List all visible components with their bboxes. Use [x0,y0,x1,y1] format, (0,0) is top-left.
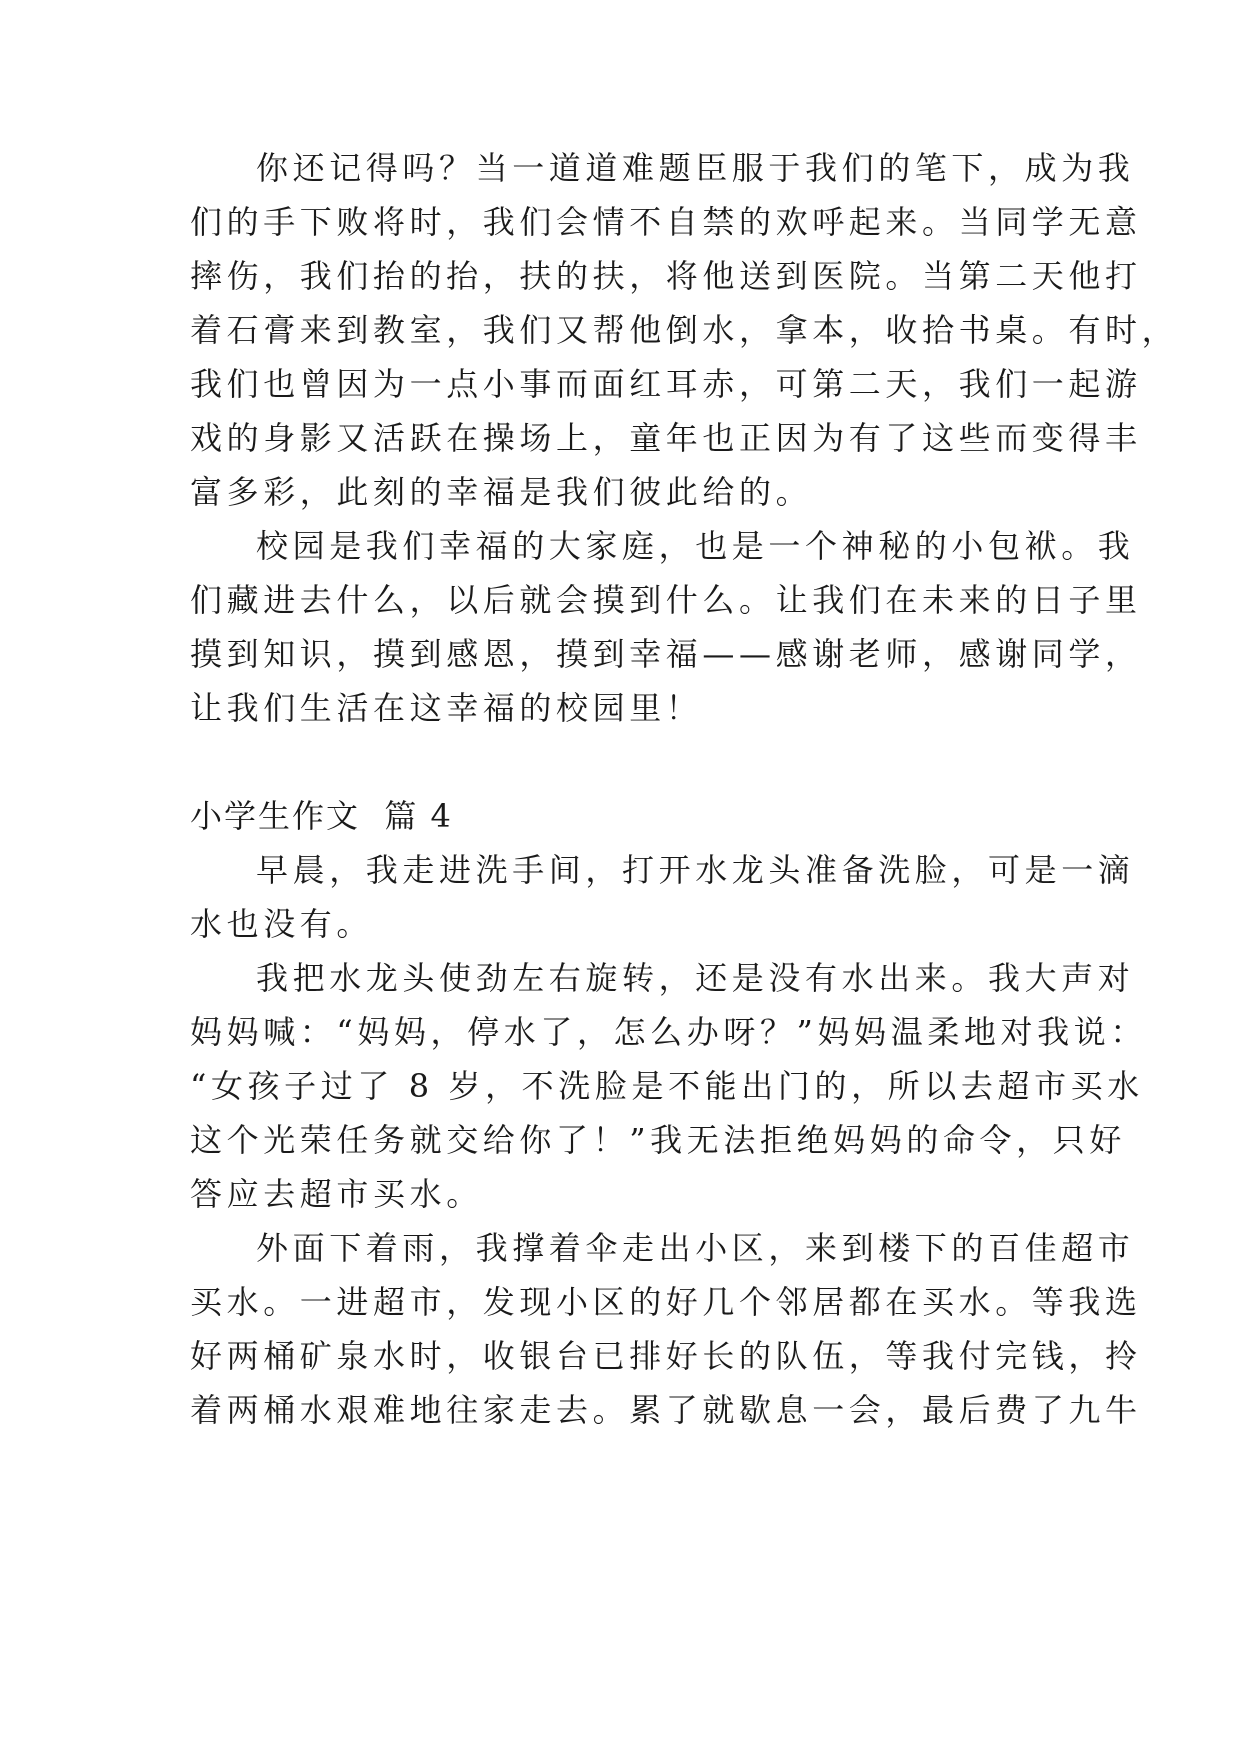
paragraph-1-line-4: 着石膏来到教室，我们又帮他倒水，拿本，收拾书桌。有时， [190,311,1179,349]
paragraph-1-line-6: 戏的身影又活跃在操场上，童年也正因为有了这些而变得丰 [190,419,1142,457]
section-paragraph-3-line-2: 买水。一进超市，发现小区的好几个邻居都在买水。等我选 [190,1283,1142,1321]
section-paragraph-3-line-3: 好两桶矿泉水时，收银台已排好长的队伍，等我付完钱，拎 [190,1337,1142,1375]
section-paragraph-2-line-3: “女孩子过了 8 岁，不洗脸是不能出门的，所以去超市买水 [190,1067,1144,1105]
paragraph-1-line-2: 们的手下败将时，我们会情不自禁的欢呼起来。当同学无意 [190,203,1142,241]
section-paragraph-2-line-1: 我把水龙头使劲左右旋转，还是没有水出来。我大声对 [256,959,1135,997]
section-paragraph-1-line-1: 早晨，我走进洗手间，打开水龙头准备洗脸，可是一滴 [256,851,1135,889]
paragraph-2-line-1: 校园是我们幸福的大家庭，也是一个神秘的小包袱。我 [256,527,1135,565]
section-paragraph-3-line-1: 外面下着雨，我撑着伞走出小区，来到楼下的百佳超市 [256,1229,1135,1267]
paragraph-1-line-1: 你还记得吗？当一道道难题臣服于我们的笔下，成为我 [256,149,1135,187]
section-paragraph-2-line-2: 妈妈喊：“妈妈，停水了，怎么办呀？”妈妈温柔地对我说： [190,1013,1147,1051]
paragraph-1-line-3: 摔伤，我们抬的抬，扶的扶，将他送到医院。当第二天他打 [190,257,1142,295]
section-paragraph-3-line-4: 着两桶水艰难地往家走去。累了就歇息一会，最后费了九牛 [190,1391,1142,1429]
section-paragraph-1-line-2: 水也没有。 [190,905,374,943]
paragraph-1-line-5: 我们也曾因为一点小事而面红耳赤，可第二天，我们一起游 [190,365,1142,403]
paragraph-2-line-4: 让我们生活在这幸福的校园里！ [190,689,703,727]
paragraph-1-line-7: 富多彩，此刻的幸福是我们彼此给的。 [190,473,813,511]
paragraph-2-line-2: 们藏进去什么，以后就会摸到什么。让我们在未来的日子里 [190,581,1142,619]
paragraph-2-line-3: 摸到知识，摸到感恩，摸到幸福——感谢老师，感谢同学， [190,635,1142,673]
section-paragraph-2-line-5: 答应去超市买水。 [190,1175,483,1213]
section-paragraph-2-line-4: 这个光荣任务就交给你了！”我无法拒绝妈妈的命令，只好 [190,1121,1126,1159]
section-heading: 小学生作文 篇 4 [190,797,453,835]
